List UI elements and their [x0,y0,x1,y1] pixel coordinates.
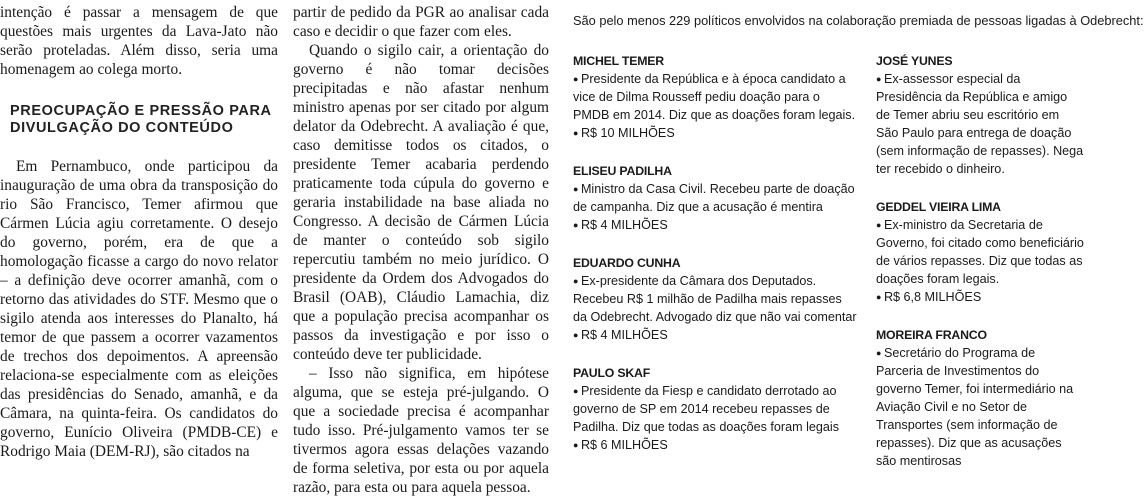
politician-description: ● Ex-assessor especial da Presidência da República e amigo de Temer abriu seu escritório em São Paulo para entrega de doação (sem informação de repasses). Nega ter recebido o dinheiro. [876,70,1084,178]
politician-entry [573,163,858,234]
politician-name: GEDDEL VIEIRA LIMA [876,200,1001,214]
politician-amount: ● R$ 10 MILHÕES [573,124,858,142]
politician-name: ELISEU PADILHA [573,164,672,178]
politician-name: MICHEL TEMER [573,54,664,68]
politician-amount: ● R$ 4 MILHÕES [573,326,858,344]
politician-entry [573,53,858,142]
article-paragraph: intenção é passar a mensagem de que questões mais urgentes da Lava-Jato não serão proteladas. Além disso, seria uma homenagem ao colega morto. [0,4,278,78]
politicians-list-left [573,53,858,475]
politician-entry [876,53,1084,178]
section-subheading: PREOCUPAÇÃO E PRESSÃO PARA DIVULGAÇÃO DO CONTEÚDO [10,103,272,136]
article-column-2 [293,3,549,497]
politician-entry [573,255,858,344]
sidebar-intro: São pelo menos 229 políticos envolvidos na colaboração premiada de pessoas ligadas à Odebrecht: [573,13,1144,28]
politician-description: ● Presidente da Fiesp e candidato derrotado ao governo de SP em 2014 recebeu repasses de Padilha. Diz que todas as doações foram legais [573,382,858,436]
politician-description: ● Ex-ministro da Secretaria de Governo, foi citado como beneficiário de vários repasses. Diz que todas as doações foram legais. [876,216,1084,288]
politician-description: ● Secretário do Programa de Parceria de Investimentos do governo Temer, foi intermediário na Aviação Civil e no Setor de Transportes (sem informação de repasses). Diz que as acusações são mentirosas [876,344,1084,470]
politician-amount: ● R$ 6,8 MILHÕES [876,288,1084,306]
politician-name: PAULO SKAF [573,366,651,380]
article-column-1 [0,3,278,461]
politician-entry [573,365,858,454]
politician-name: JOSÉ YUNES [876,54,953,68]
article-paragraph: Em Pernambuco, onde participou da inauguração de uma obra da transposição do rio São Francisco, Temer afirmou que Cármen Lúcia agiu corretamente. O desejo do governo, porém, era de que a homologação ficasse a cargo do novo relator – a definição deve ocorrer amanhã, com o retorno das atividades do STF. Mesmo que o sigilo atenda aos interesses do Planalto, há temor de que passem a ocorrer vazamentos de trechos dos depoimentos. A apreensão relaciona-se especialmente com as eleições das presidências do Senado, amanhã, e da Câmara, na quinta-feira. Os candidatos do governo, Eunício Oliveira (PMDB-CE) e Rodrigo Maia (DEM-RJ), são citados na [0,158,278,460]
politician-entry [876,327,1084,470]
politicians-list-right [876,53,1084,491]
politician-description: ● Ministro da Casa Civil. Recebeu parte de doação de campanha. Diz que a acusação é mentira [573,180,858,216]
politician-entry [876,199,1084,306]
article-quote: – Isso não significa, em hipótese alguma, que se esteja pré-julgando. O que a sociedade precisa é acompanhar tudo isso. Pré-julgamento vamos ter se tivermos agora essas delações vazando de forma seletiva, por esta ou por aquela razão, para esta ou para aquela pessoa. [293,365,549,496]
politician-name: MOREIRA FRANCO [876,328,987,342]
politician-amount: ● R$ 6 MILHÕES [573,436,858,454]
article-paragraph: Quando o sigilo cair, a orientação do governo é não tomar decisões precipitadas e não afastar nenhum ministro apenas por ser citado por algum delator da Odebrecht. A avaliação é que, caso demitisse todos os citados, o presidente Temer acabaria perdendo praticamente toda cúpula do governo e geraria instabilidade na base aliada no Congresso. A decisão de Cármen Lúcia de manter o conteúdo sob sigilo repercutiu também no meio jurídico. O presidente da Ordem dos Advogados do Brasil (OAB), Cláudio Lamachia, diz que a população precisa acompanhar os passos da investigação e por isso o conteúdo deve ter publicidade. [293,42,549,363]
politician-amount: ● R$ 4 MILHÕES [573,216,858,234]
article-paragraph: partir de pedido da PGR ao analisar cada caso e decidir o que fazer com eles. [293,4,549,40]
politician-description: ● Ex-presidente da Câmara dos Deputados. Recebeu R$ 1 milhão de Padilha mais repasses da Odebrecht. Advogado diz que não vai comentar [573,272,858,326]
politician-description: ● Presidente da República e à época candidato a vice de Dilma Rousseff pediu doação para o PMDB em 2014. Diz que as doações foram legais. [573,70,858,124]
politician-name: EDUARDO CUNHA [573,256,681,270]
